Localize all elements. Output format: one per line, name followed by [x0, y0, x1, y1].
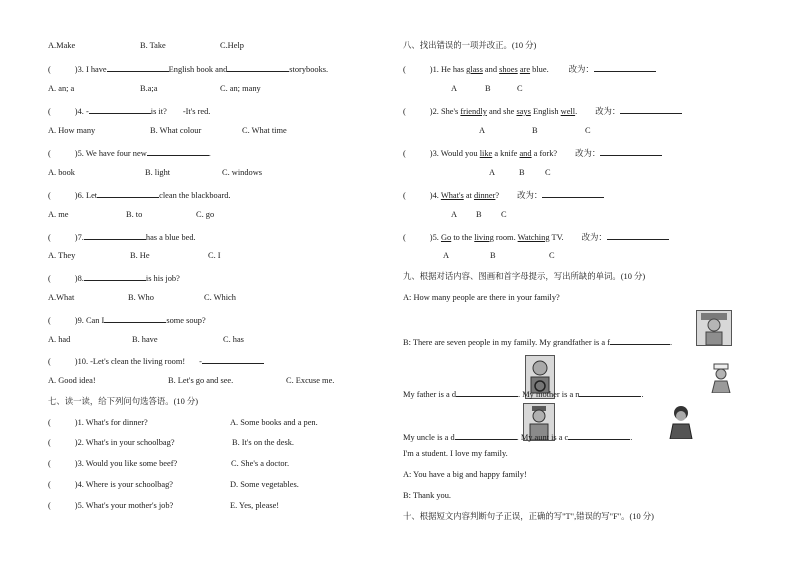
s8-item-2: ( )2. She's friendly and she says English well. 改为： [403, 104, 682, 118]
option-b: B. Take [140, 41, 166, 50]
correction-blank[interactable] [620, 104, 682, 114]
s7-item-1: ( )1. What's for dinner? A. Some books and a pen. [48, 418, 318, 427]
question-4: ( )4. - is it? -It's red. [48, 104, 210, 118]
s9-answer-b: B: Thank you. [403, 491, 452, 500]
correction-blank[interactable] [542, 188, 604, 198]
s8-4-letters: A B C [451, 210, 507, 219]
q4-options: A. How many B. What colour C. What time [48, 126, 287, 135]
correction-blank[interactable] [594, 62, 656, 72]
answer-blank[interactable] [84, 271, 146, 281]
question-3: ( )3. I have English book and storybooks. [48, 62, 328, 76]
s8-item-1: ( )1. He has glass and shoes are blue. 改为： [403, 62, 656, 76]
cook-picture [666, 403, 696, 439]
s7-item-2: ( )2. What's in your schoolbag? B. It's on the desk. [48, 438, 294, 447]
section-8-title: 八、找出错误的一项并改正。(10 分) [403, 41, 537, 50]
correction-blank[interactable] [600, 146, 662, 156]
answer-blank[interactable] [456, 387, 518, 397]
option-c: C.Help [220, 41, 244, 50]
s9-line-uncle: My uncle is a d . My aunt is a c . [403, 430, 632, 444]
s7-item-4: ( )4. Where is your schoolbag? D. Some vegetables. [48, 480, 299, 489]
q2-options [48, 40, 244, 52]
answer-blank[interactable] [107, 62, 169, 72]
s7-item-5: ( )5. What's your mother's job? E. Yes, please! [48, 501, 280, 510]
s8-3-letters: A B C [489, 168, 551, 177]
answer-blank[interactable] [610, 335, 670, 345]
s9-line-father: My father is a d . My mother is a n . [403, 387, 644, 401]
correction-blank[interactable] [607, 230, 669, 240]
q9-options: A. had B. have C. has [48, 335, 244, 344]
answer-blank[interactable] [227, 62, 289, 72]
answer-blank[interactable] [104, 313, 166, 323]
answer-blank[interactable] [89, 104, 151, 114]
s8-1-letters: A B C [451, 84, 523, 93]
question-10: ( )10. -Let's clean the living room! - [48, 354, 264, 368]
s7-item-3: ( )3. Would you like some beef? C. She's a doctor. [48, 459, 290, 468]
s8-item-4: ( )4. What's at dinner? 改为： [403, 188, 604, 202]
nurse-picture [708, 363, 734, 393]
answer-blank[interactable] [84, 230, 146, 240]
s9-line-grandfather: B: There are seven people in my family. My grandfather is a f . [403, 335, 672, 349]
answer-blank[interactable] [147, 146, 209, 156]
s9-answer-a: A: You have a big and happy family! [403, 470, 527, 479]
question-6: ( )6. Let clean the blackboard. [48, 188, 231, 202]
answer-blank[interactable] [579, 387, 641, 397]
q6-options: A. me B. to C. go [48, 210, 215, 219]
s8-item-3: ( )3. Would you like a knife and a fork? 改为： [403, 146, 662, 160]
q7-options: A. They B. He C. I [48, 251, 221, 260]
s9-student: I'm a student. I love my family. [403, 449, 508, 458]
answer-blank[interactable] [97, 188, 159, 198]
question-9: ( )9. Can I some soup? [48, 313, 206, 327]
q3-options: A. an; a B.a;a C. an; many [48, 84, 261, 93]
s8-2-letters: A B C [479, 126, 591, 135]
s8-item-5: ( )5. Go to the living room. Watching TV. 改为： [403, 230, 669, 244]
s8-5-letters: A B C [443, 251, 555, 260]
option-a: A.Make [48, 41, 76, 50]
section-10-title: 十、根据短文内容判断句子正误，正确的写"T",错误的写"F"。(10 分) [403, 512, 654, 521]
section-7-title: 七、读一读，给下列问句选答语。(10 分) [48, 397, 199, 406]
farmer-picture [696, 310, 732, 346]
question-5: ( )5. We have four new . [48, 146, 211, 160]
answer-blank[interactable] [568, 430, 630, 440]
q10-options: A. Good idea! B. Let's go and see. C. Excuse me. [48, 376, 335, 385]
q8-options: A.What B. Who C. Which [48, 293, 236, 302]
q5-options: A. book B. light C. windows [48, 168, 263, 177]
answer-blank[interactable] [202, 354, 264, 364]
s9-question: A: How many people are there in your family? [403, 293, 560, 302]
section-9-title: 九、根据对话内容、图画和首字母提示，写出所缺的单词。(10 分) [403, 272, 646, 281]
answer-blank[interactable] [455, 430, 517, 440]
question-7: ( )7. has a blue bed. [48, 230, 196, 244]
question-8: ( )8. is his job? [48, 271, 180, 285]
